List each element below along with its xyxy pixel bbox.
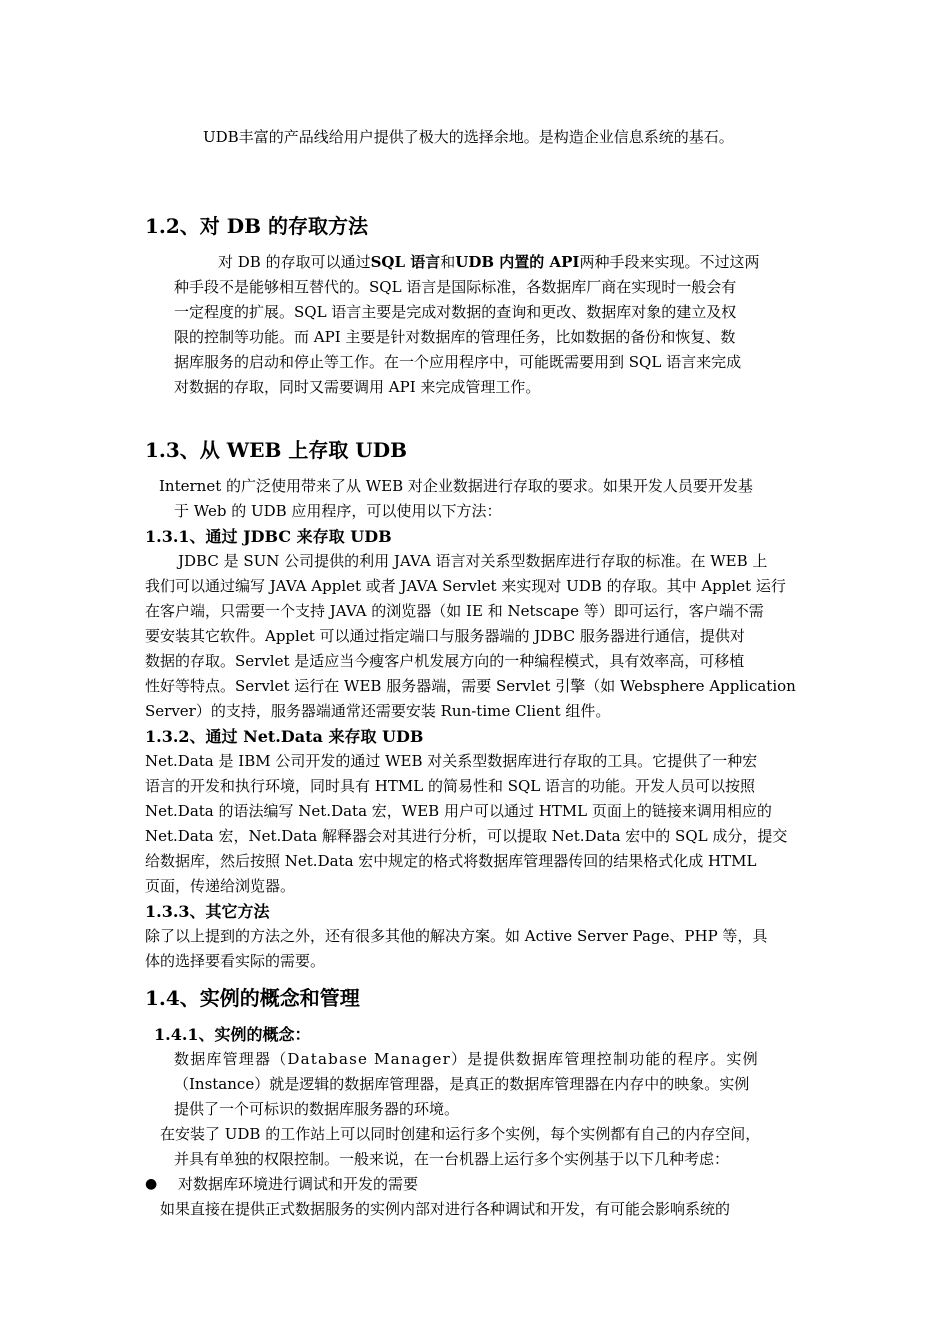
s132-line-5: 给数据库，然后按照 Net.Data 宏中规定的格式将数据库管理器传回的结果格式化成 HTML: [145, 852, 757, 870]
s133-line-1: 除了以上提到的方法之外，还有很多其他的解决方案。如 Active Server Page、PHP 等，具: [145, 927, 768, 945]
section-1-3-heading: 1.3、从 WEB 上存取 UDB: [145, 438, 407, 462]
s131-line-5: 数据的存取。Servlet 是适应当今瘦客户机发展方向的一种编程模式，具有效率高，可移植: [145, 652, 745, 670]
s132-line-4: Net.Data 宏，Net.Data 解释器会对其进行分析，可以提取 Net.Data 宏中的 SQL 成分，提交: [145, 827, 788, 845]
s13-intro-line-2: 于 Web 的 UDB 应用程序，可以使用以下方法：: [174, 502, 502, 520]
section-1-4-1-heading: 1.4.1、实例的概念：: [154, 1025, 311, 1044]
section-1-4-heading: 1.4、实例的概念和管理: [145, 986, 360, 1010]
s141-line-4: 在安装了 UDB 的工作站上可以同时创建和运行多个实例，每个实例都有自己的内存空间，: [160, 1125, 761, 1143]
section-1-2-heading: 1.2、对 DB 的存取方法: [145, 214, 368, 238]
s13-intro-line-1: Internet 的广泛使用带来了从 WEB 对企业数据进行存取的要求。如果开发人员要开发基: [159, 477, 753, 495]
s132-line-2: 语言的开发和执行环境，同时具有 HTML 的简易性和 SQL 语言的功能。开发人员可以按照: [145, 777, 756, 795]
intro-line: UDB丰富的产品线给用户提供了极大的选择余地。是构造企业信息系统的基石。: [203, 128, 734, 146]
s12-para-line-4: 限的控制等功能。而 API 主要是针对数据库的管理任务，比如数据的备份和恢复、数: [174, 328, 736, 346]
s131-line-2: 我们可以通过编写 JAVA Applet 或者 JAVA Servlet 来实现对 UDB 的存取。其中 Applet 运行: [145, 577, 786, 595]
s141-line-3: 提供了一个可标识的数据库服务器的环境。: [174, 1100, 460, 1118]
s131-line-3: 在客户端，只需要一个支持 JAVA 的浏览器（如 IE 和 Netscape 等）即可运行，客户端不需: [145, 602, 764, 620]
s131-line-1: JDBC 是 SUN 公司提供的利用 JAVA 语言对关系型数据库进行存取的标准。在 WEB 上: [178, 552, 768, 570]
s12-para-line-3: 一定程度的扩展。SQL 语言主要是完成对数据的查询和更改、数据库对象的建立及权: [174, 303, 737, 321]
s131-line-4: 要安装其它软件。Applet 可以通过指定端口与服务器端的 JDBC 服务器进行通信，提供对: [145, 627, 745, 645]
s132-line-1: Net.Data 是 IBM 公司开发的通过 WEB 对关系型数据库进行存取的工具。它提供了一种宏: [145, 752, 758, 770]
s12-para-line-1: 对 DB 的存取可以通过SQL 语言和UDB 内置的 API两种手段来实现。不过这两: [218, 253, 760, 271]
s12-para-line-5: 据库服务的启动和停止等工作。在一个应用程序中，可能既需要用到 SQL 语言来完成: [174, 353, 742, 371]
section-1-3-2-heading: 1.3.2、通过 Net.Data 来存取 UDB: [145, 727, 424, 746]
s133-line-2: 体的选择要看实际的需要。: [145, 952, 326, 970]
s12-para-line-2: 种手段不是能够相互替代的。SQL 语言是国际标准，各数据库厂商在实现时一般会有: [174, 278, 737, 296]
s141-line-2: （Instance）就是逻辑的数据库管理器，是真正的数据库管理器在内存中的映象。实例: [174, 1075, 750, 1093]
bullet-icon: ●: [145, 1176, 158, 1192]
bullet-item-1: 对数据库环境进行调试和开发的需要: [178, 1175, 419, 1193]
s141-line-6: 如果直接在提供正式数据服务的实例内部对进行各种调试和开发，有可能会影响系统的: [160, 1200, 731, 1218]
s131-line-7: Server）的支持，服务器端通常还需要安装 Run-time Client 组件。: [145, 702, 611, 720]
s132-line-6: 页面，传递给浏览器。: [145, 877, 296, 895]
s141-line-1: 数据库管理器（Database Manager）是提供数据库管理控制功能的程序。实例: [174, 1050, 759, 1068]
section-1-3-3-heading: 1.3.3、其它方法: [145, 902, 270, 921]
s141-line-5: 并具有单独的权限控制。一般来说，在一台机器上运行多个实例基于以下几种考虑：: [174, 1150, 730, 1168]
s12-para-line-6: 对数据的存取，同时又需要调用 API 来完成管理工作。: [174, 378, 541, 396]
s131-line-6: 性好等特点。Servlet 运行在 WEB 服务器端，需要 Servlet 引擎（如 Websphere Application: [145, 677, 796, 695]
section-1-3-1-heading: 1.3.1、通过 JDBC 来存取 UDB: [145, 527, 392, 546]
s132-line-3: Net.Data 的语法编写 Net.Data 宏，WEB 用户可以通过 HTML 页面上的链接来调用相应的: [145, 802, 772, 820]
